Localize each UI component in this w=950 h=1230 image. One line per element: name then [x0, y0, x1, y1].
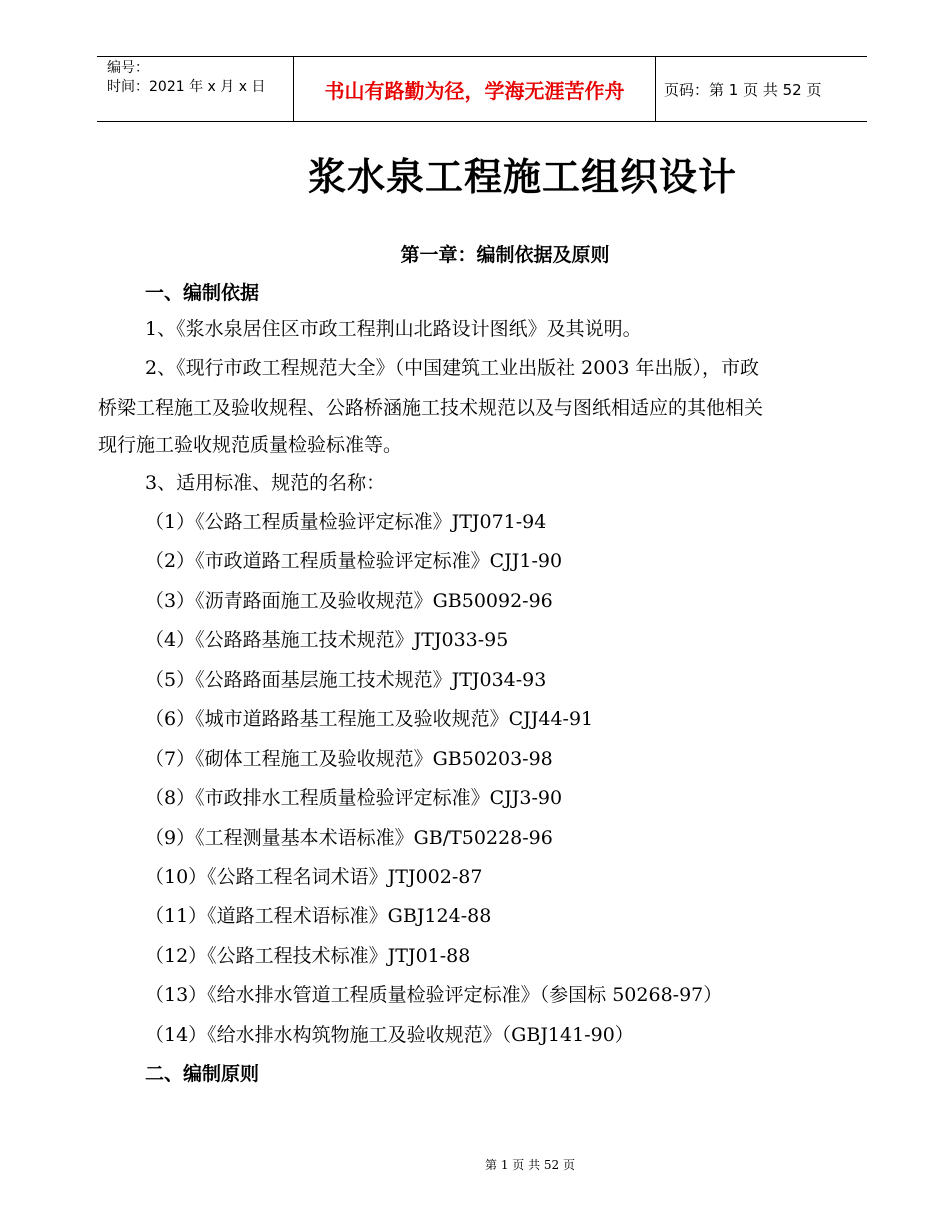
document-title: 浆水泉工程施工组织设计 [307, 155, 737, 199]
page-header [97, 56, 867, 122]
page-footer: 第 1 页 共 52 页 [485, 1158, 575, 1172]
paragraph-line: 1、《浆水泉居住区市政工程荆山北路设计图纸》及其说明。 [145, 318, 642, 340]
paragraph-line: 3、适用标准、规范的名称： [145, 472, 386, 494]
section-heading-basis: 一、编制依据 [145, 282, 260, 304]
chapter-title: 第一章：编制依据及原则 [400, 244, 610, 266]
standard-item: （12）《公路工程技术标准》JTJ01-88 [145, 945, 471, 967]
section-heading-principles: 二、编制原则 [145, 1063, 260, 1085]
standard-item: （9）《工程测量基本术语标准》GB/T50228-96 [145, 827, 553, 849]
standard-item: （5）《公路路面基层施工技术规范》JTJ034-93 [145, 669, 547, 691]
paragraph-line: 2、《现行市政工程规范大全》（中国建筑工业出版社 2003 年出版），市政 [145, 357, 760, 379]
standard-item: （14）《给水排水构筑物施工及验收规范》（GBJ141-90） [145, 1024, 634, 1046]
code-label: 编号： [107, 60, 149, 76]
standard-item: （7）《砌体工程施工及验收规范》GB50203-98 [145, 748, 553, 770]
header-page-info: 页码：第 1 页 共 52 页 [664, 80, 822, 99]
standard-item: （10）《公路工程名词术语》JTJ002-87 [145, 866, 483, 888]
standard-item: （2）《市政道路工程质量检验评定标准》CJJ1-90 [145, 550, 563, 572]
standard-item: （8）《市政排水工程质量检验评定标准》CJJ3-90 [145, 787, 563, 809]
standard-item: （6）《城市道路路基工程施工及验收规范》CJJ44-91 [145, 708, 594, 730]
header-meta [97, 57, 294, 121]
paragraph-line: 桥梁工程施工及验收规程、公路桥涵施工技术规范以及与图纸相适应的其他相关 [98, 397, 764, 419]
paragraph-line: 现行施工验收规范质量检验标准等。 [98, 434, 403, 456]
time-label: 时间：2021 年 x 月 x 日 [107, 79, 266, 95]
header-motto: 书山有路勤为径，学海无涯苦作舟 [294, 57, 656, 121]
standard-item: （11）《道路工程术语标准》GBJ124-88 [145, 905, 492, 927]
standard-item: （13）《给水排水管道工程质量检验评定标准》（参国标 50268-97） [145, 984, 723, 1006]
standard-item: （3）《沥青路面施工及验收规范》GB50092-96 [145, 590, 553, 612]
standard-item: （1）《公路工程质量检验评定标准》JTJ071-94 [145, 511, 547, 533]
standard-item: （4）《公路路基施工技术规范》JTJ033-95 [145, 629, 509, 651]
